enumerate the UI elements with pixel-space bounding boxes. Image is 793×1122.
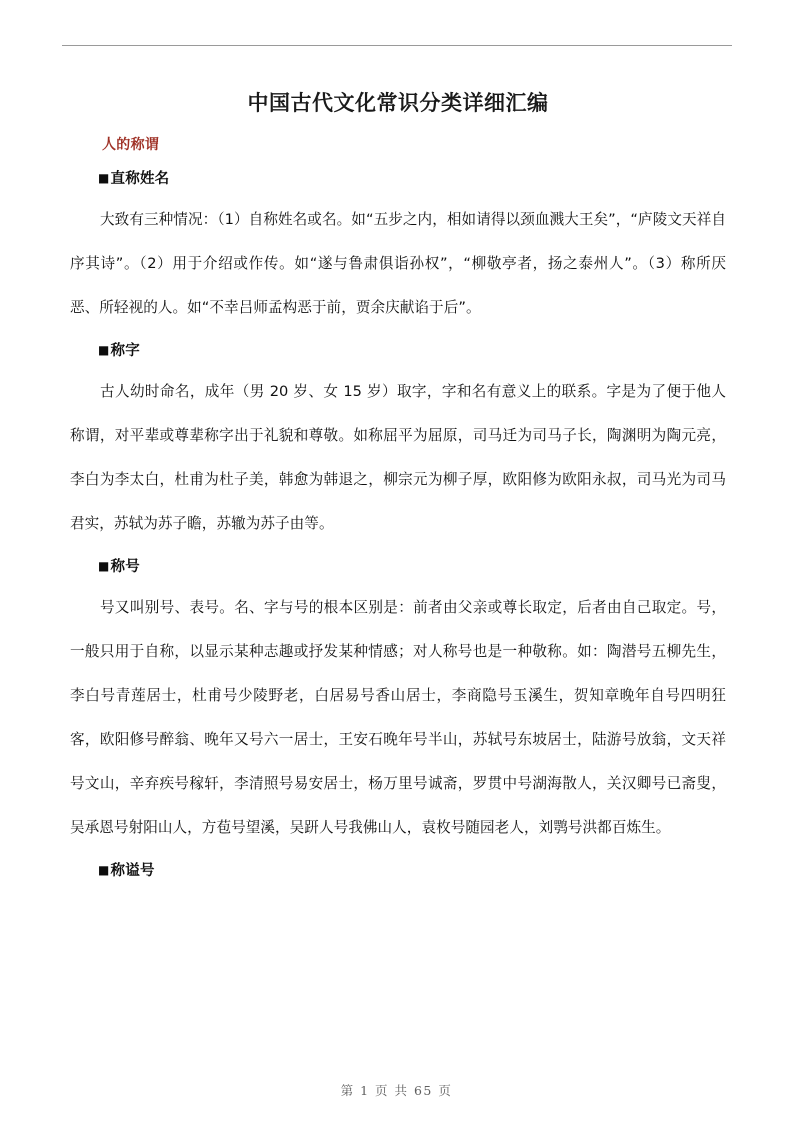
- paragraph-chengzi: 古人幼时命名，成年（男 20 岁、女 15 岁）取字，字和名有意义上的联系。字是为了便于他人称谓，对平辈或尊辈称字出于礼貌和尊敬。如称屈平为屈原，司马迁为司马子长，陶渊明为陶元亮，李白为李太白，杜甫为杜子美，韩愈为韩退之，柳宗元为柳子厚，欧阳修为欧阳永叔，司马光为司马君实，苏轼为苏子瞻，苏辙为苏子由等。: [70, 383, 726, 532]
- sub-heading-label: 直称姓名: [110, 171, 170, 187]
- square-bullet-icon: ■: [98, 343, 110, 357]
- page-title: 中国古代文化常识分类详细汇编: [247, 90, 549, 115]
- page-header: [0, 0, 793, 60]
- sub-heading-label: 称谥号: [110, 863, 155, 879]
- sub-heading-chengzi: [70, 340, 726, 362]
- sub-heading-chengshihao: [70, 860, 726, 882]
- paragraph-zhichengxingming: 大致有三种情况：（1）自称姓名或名。如“五步之内，相如请得以颈血溅大王矣”，“庐陵文天祥自序其诗”。（2）用于介绍或作传。如“遂与鲁肃俱诣孙权”，“柳敬亭者，扬之泰州人”。（3）称所厌恶、所轻视的人。如“不幸吕师孟构恶于前，贾余庆献谄于后”。: [70, 211, 726, 316]
- paragraph-chenghao: 号又叫别号、表号。名、字与号的根本区别是：前者由父亲或尊长取定，后者由自己取定。号，一般只用于自称，以显示某种志趣或抒发某种情感；对人称号也是一种敬称。如：陶潜号五柳先生，李白号青莲居士，杜甫号少陵野老，白居易号香山居士，李商隐号玉溪生，贺知章晚年自号四明狂客，欧阳修号醉翁、晚年又号六一居士，王安石晚年号半山，苏轼号东坡居士，陆游号放翁，文天祥号文山，辛弃疾号稼轩，李清照号易安居士，杨万里号诚斋，罗贯中号湖海散人，关汉卿号已斋叟，吴承恩号射阳山人，方苞号望溪，吴趼人号我佛山人，袁枚号随园老人，刘鹗号洪都百炼生。: [70, 599, 726, 836]
- header-divider-rule: [62, 45, 732, 46]
- sub-heading-label: 称号: [110, 559, 140, 575]
- document-body: [70, 88, 726, 890]
- page-number-indicator: 第 1 页 共 65 页: [340, 1083, 453, 1098]
- sub-heading-chenghao: [70, 556, 726, 578]
- square-bullet-icon: ■: [98, 171, 110, 185]
- sub-heading-zhichengxingming: [70, 168, 726, 190]
- square-bullet-icon: ■: [98, 559, 110, 573]
- section-heading-people-titles: 人的称谓: [102, 137, 160, 153]
- square-bullet-icon: ■: [98, 863, 110, 877]
- page-footer: [0, 1080, 793, 1100]
- sub-heading-label: 称字: [110, 343, 140, 359]
